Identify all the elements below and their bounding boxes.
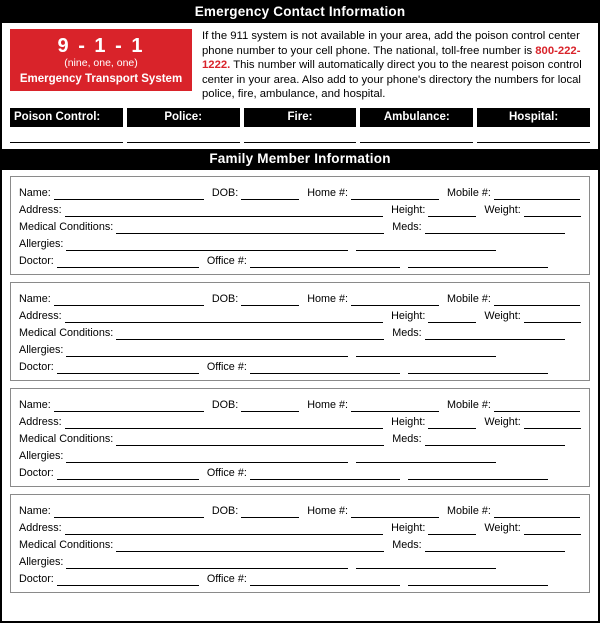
field-mobile[interactable] — [494, 400, 580, 412]
contact-line-poison-control[interactable] — [10, 141, 123, 143]
field-medical-conditions[interactable] — [116, 328, 384, 340]
field-name[interactable] — [54, 400, 204, 412]
field-name[interactable] — [54, 294, 204, 306]
field-doctor-continued[interactable] — [408, 362, 548, 374]
label-height: Height: — [391, 203, 426, 216]
member-row-doctor — [19, 357, 581, 374]
family-member-card — [10, 176, 590, 275]
field-doctor[interactable] — [57, 574, 199, 586]
label-allergies: Allergies: — [19, 555, 64, 568]
contact-line-fire[interactable] — [244, 141, 357, 143]
emergency-instructions — [202, 29, 590, 102]
field-meds[interactable] — [425, 434, 565, 446]
label-medical-conditions: Medical Conditions: — [19, 432, 114, 445]
label-meds: Meds: — [392, 432, 422, 445]
label-mobile: Mobile #: — [447, 398, 491, 411]
contact-label-fire: Fire: — [244, 108, 357, 127]
field-mobile[interactable] — [494, 506, 580, 518]
member-row-medical — [19, 535, 581, 552]
field-allergies-continued[interactable] — [356, 239, 496, 251]
member-row-allergies — [19, 340, 581, 357]
label-weight: Weight: — [484, 521, 521, 534]
poison-control-number: 800-222-1222. — [202, 44, 581, 72]
label-address: Address: — [19, 521, 62, 534]
member-row-allergies — [19, 552, 581, 569]
member-row-name — [19, 183, 581, 200]
label-home: Home #: — [307, 292, 349, 305]
field-height[interactable] — [428, 523, 476, 535]
member-row-address — [19, 306, 581, 323]
label-office: Office #: — [206, 466, 247, 479]
label-dob: DOB: — [211, 186, 239, 199]
contact-line-hospital[interactable] — [477, 141, 590, 143]
family-member-card — [10, 282, 590, 381]
field-address[interactable] — [65, 311, 384, 323]
contact-line-ambulance[interactable] — [360, 141, 473, 143]
field-dob[interactable] — [241, 188, 299, 200]
label-allergies: Allergies: — [19, 237, 64, 250]
field-office[interactable] — [250, 468, 400, 480]
contact-label-police: Police: — [127, 108, 240, 127]
member-row-medical — [19, 429, 581, 446]
label-height: Height: — [391, 521, 426, 534]
badge-911-system: Emergency Transport System — [19, 73, 183, 85]
field-meds[interactable] — [425, 328, 565, 340]
label-name: Name: — [19, 292, 51, 305]
label-dob: DOB: — [211, 292, 239, 305]
label-weight: Weight: — [484, 309, 521, 322]
field-medical-conditions[interactable] — [116, 540, 384, 552]
field-home[interactable] — [351, 294, 439, 306]
contact-label-poison-control: Poison Control: — [10, 108, 123, 127]
contact-label-hospital: Hospital: — [477, 108, 590, 127]
badge-911-spelled: (nine, one, one) — [64, 57, 138, 69]
field-allergies-continued[interactable] — [356, 451, 496, 463]
label-address: Address: — [19, 203, 62, 216]
member-row-allergies — [19, 234, 581, 251]
field-name[interactable] — [54, 506, 204, 518]
label-height: Height: — [391, 309, 426, 322]
field-home[interactable] — [351, 188, 439, 200]
contact-label-bar — [2, 106, 598, 127]
field-address[interactable] — [65, 523, 384, 535]
member-row-address — [19, 518, 581, 535]
emergency-instructions-part1: If the 911 system is not available in your area, add the poison control center phone number to your cell phone. The national, toll-free number is — [202, 30, 580, 57]
field-mobile[interactable] — [494, 294, 580, 306]
family-member-card — [10, 494, 590, 593]
contact-write-in-lines — [2, 127, 598, 149]
field-doctor[interactable] — [57, 362, 199, 374]
member-row-medical — [19, 323, 581, 340]
field-meds[interactable] — [425, 222, 565, 234]
label-office: Office #: — [206, 254, 247, 267]
field-doctor[interactable] — [57, 468, 199, 480]
label-medical-conditions: Medical Conditions: — [19, 326, 114, 339]
label-doctor: Doctor: — [19, 360, 54, 373]
label-home: Home #: — [307, 398, 349, 411]
label-name: Name: — [19, 398, 51, 411]
member-row-doctor — [19, 569, 581, 586]
label-meds: Meds: — [392, 538, 422, 551]
label-medical-conditions: Medical Conditions: — [19, 538, 114, 551]
label-doctor: Doctor: — [19, 572, 54, 585]
label-dob: DOB: — [211, 504, 239, 517]
member-row-address — [19, 412, 581, 429]
field-mobile[interactable] — [494, 188, 580, 200]
field-weight[interactable] — [524, 205, 581, 217]
field-address[interactable] — [65, 205, 384, 217]
field-dob[interactable] — [241, 400, 299, 412]
field-office[interactable] — [250, 362, 400, 374]
label-home: Home #: — [307, 504, 349, 517]
field-allergies[interactable] — [66, 345, 348, 357]
label-meds: Meds: — [392, 326, 422, 339]
family-member-list — [2, 170, 598, 593]
label-mobile: Mobile #: — [447, 186, 491, 199]
badge-911 — [10, 29, 192, 91]
contact-line-police[interactable] — [127, 141, 240, 143]
field-height[interactable] — [428, 417, 476, 429]
badge-911-number: 9 - 1 - 1 — [57, 35, 145, 57]
member-row-name — [19, 501, 581, 518]
field-medical-conditions[interactable] — [116, 222, 384, 234]
label-doctor: Doctor: — [19, 254, 54, 267]
label-address: Address: — [19, 415, 62, 428]
member-row-address — [19, 200, 581, 217]
section-header-emergency: Emergency Contact Information — [2, 2, 598, 23]
member-row-name — [19, 289, 581, 306]
member-row-doctor — [19, 463, 581, 480]
label-name: Name: — [19, 186, 51, 199]
field-office[interactable] — [250, 574, 400, 586]
label-address: Address: — [19, 309, 62, 322]
label-dob: DOB: — [211, 398, 239, 411]
label-allergies: Allergies: — [19, 343, 64, 356]
field-address[interactable] — [65, 417, 384, 429]
field-doctor-continued[interactable] — [408, 574, 548, 586]
field-medical-conditions[interactable] — [116, 434, 384, 446]
label-office: Office #: — [206, 360, 247, 373]
contact-label-ambulance: Ambulance: — [360, 108, 473, 127]
label-weight: Weight: — [484, 415, 521, 428]
label-office: Office #: — [206, 572, 247, 585]
label-allergies: Allergies: — [19, 449, 64, 462]
label-meds: Meds: — [392, 220, 422, 233]
field-doctor-continued[interactable] — [408, 256, 548, 268]
label-doctor: Doctor: — [19, 466, 54, 479]
family-member-card — [10, 388, 590, 487]
field-height[interactable] — [428, 205, 476, 217]
field-allergies[interactable] — [66, 451, 348, 463]
field-home[interactable] — [351, 400, 439, 412]
field-allergies-continued[interactable] — [356, 557, 496, 569]
label-mobile: Mobile #: — [447, 292, 491, 305]
member-row-doctor — [19, 251, 581, 268]
field-weight[interactable] — [524, 523, 581, 535]
member-row-medical — [19, 217, 581, 234]
label-medical-conditions: Medical Conditions: — [19, 220, 114, 233]
member-row-allergies — [19, 446, 581, 463]
field-home[interactable] — [351, 506, 439, 518]
field-dob[interactable] — [241, 506, 299, 518]
label-name: Name: — [19, 504, 51, 517]
field-meds[interactable] — [425, 540, 565, 552]
field-office[interactable] — [250, 256, 400, 268]
field-allergies[interactable] — [66, 557, 348, 569]
field-name[interactable] — [54, 188, 204, 200]
emergency-instructions-part2: This number will automatically direct you to the nearest poison control center in your area. Also add to your phone's directory the numbers for local police, fire, ambulance, and hospital. — [202, 59, 582, 101]
field-allergies[interactable] — [66, 239, 348, 251]
field-height[interactable] — [428, 311, 476, 323]
field-allergies-continued[interactable] — [356, 345, 496, 357]
label-mobile: Mobile #: — [447, 504, 491, 517]
label-home: Home #: — [307, 186, 349, 199]
label-weight: Weight: — [484, 203, 521, 216]
label-height: Height: — [391, 415, 426, 428]
emergency-info-row — [2, 23, 598, 106]
field-weight[interactable] — [524, 417, 581, 429]
field-doctor-continued[interactable] — [408, 468, 548, 480]
field-dob[interactable] — [241, 294, 299, 306]
section-header-family: Family Member Information — [2, 149, 598, 170]
field-weight[interactable] — [524, 311, 581, 323]
field-doctor[interactable] — [57, 256, 199, 268]
member-row-name — [19, 395, 581, 412]
